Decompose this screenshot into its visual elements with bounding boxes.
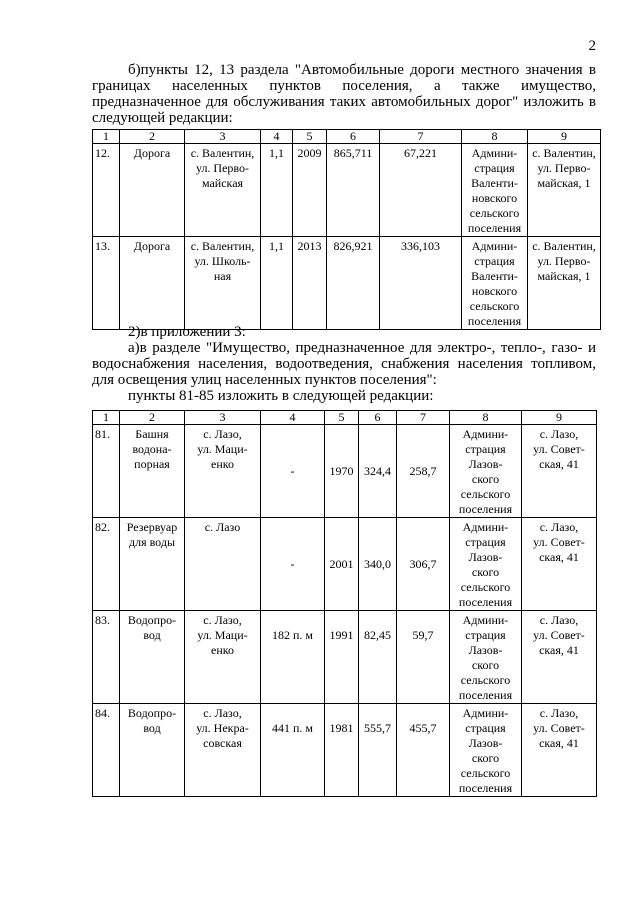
object-name: Дорога (120, 144, 185, 237)
roads-table (92, 129, 601, 330)
object-name: Водопро- вод (120, 704, 185, 797)
value: 306,7 (397, 518, 450, 611)
header-cell: 7 (397, 411, 450, 425)
owner-address: с. Лазо, ул. Совет- ская, 41 (522, 425, 597, 518)
value: 67,221 (380, 144, 462, 237)
value: 59,7 (397, 611, 450, 704)
value: 258,7 (397, 425, 450, 518)
header-cell: 5 (325, 411, 359, 425)
year: 1981 (325, 704, 359, 797)
section-b-line-3: предназначенное для обслуживания таких автомобильных дорог" изложить в (92, 94, 596, 110)
header-cell: 1 (93, 411, 120, 425)
year: 1991 (325, 611, 359, 704)
address: с. Валентин, ул. Школь- ная (185, 237, 261, 330)
header-cell: 3 (185, 130, 261, 144)
owner-address: с. Валентин, ул. Перво- майская, 1 (528, 144, 601, 237)
table-row (93, 518, 597, 611)
header-cell: 9 (528, 130, 601, 144)
header-cell: 2 (120, 411, 185, 425)
object-name: Резервуар для воды (120, 518, 185, 611)
section-b-paragraph (92, 62, 596, 126)
year: 1970 (325, 425, 359, 518)
owner-address: с. Лазо, ул. Совет- ская, 41 (522, 704, 597, 797)
address: с. Лазо, ул. Некра- совская (185, 704, 261, 797)
row-number: 13. (93, 237, 120, 330)
header-cell: 6 (327, 130, 380, 144)
value: 324,4 (359, 425, 397, 518)
owner: Админи- страция Лазов- ского сельского поселения (450, 518, 522, 611)
section-a-line-2: водоснабжения населения, водоотведения, снабжения населения топливом, (92, 356, 596, 372)
section-a-line-3: для освещения улиц населенных пунктов поселения": (92, 372, 437, 388)
value: 82,45 (359, 611, 397, 704)
row-number: 81. (93, 425, 120, 518)
section-b-line-2: границах населенных пунктов поселения, а также имущество, (92, 78, 596, 94)
section-b-line-1: б)пункты 12, 13 раздела "Автомобильные дороги местного значения в (128, 62, 596, 78)
length: 182 п. м (261, 611, 325, 704)
header-cell: 8 (462, 130, 528, 144)
row-number: 12. (93, 144, 120, 237)
utilities-table-header (93, 411, 597, 425)
length: - (261, 518, 325, 611)
owner-address: с. Валентин, ул. Перво- майская, 1 (528, 237, 601, 330)
header-cell: 8 (450, 411, 522, 425)
row-number: 82. (93, 518, 120, 611)
owner-address: с. Лазо, ул. Совет- ская, 41 (522, 611, 597, 704)
table-row (93, 425, 597, 518)
points-line: пункты 81-85 изложить в следующей редакции: (128, 388, 434, 404)
address: с. Лазо, ул. Маци- енко (185, 611, 261, 704)
value: 826,921 (327, 237, 380, 330)
table-row (93, 237, 601, 330)
owner: Админи- страция Валенти- новского сельского поселения (462, 144, 528, 237)
value: 555,7 (359, 704, 397, 797)
header-cell: 4 (261, 130, 293, 144)
row-number: 84. (93, 704, 120, 797)
owner: Админи- страция Лазов- ского сельского поселения (450, 704, 522, 797)
year: 2009 (293, 144, 327, 237)
object-name: Водопро- вод (120, 611, 185, 704)
owner: Админи- страция Валенти- новского сельского поселения (462, 237, 528, 330)
address: с. Лазо, ул. Маци- енко (185, 425, 261, 518)
owner: Админи- страция Лазов- ского сельского поселения (450, 611, 522, 704)
year: 2013 (293, 237, 327, 330)
header-cell: 7 (380, 130, 462, 144)
page-number: 2 (588, 38, 596, 54)
length: - (261, 425, 325, 518)
owner-address: с. Лазо, ул. Совет- ская, 41 (522, 518, 597, 611)
header-cell: 4 (261, 411, 325, 425)
object-name: Дорога (120, 237, 185, 330)
section-2-paragraph (92, 324, 596, 404)
section-a-line-1: а)в разделе "Имущество, предназначенное для электро-, тепло-, газо- и (128, 340, 596, 356)
section-b-line-4: следующей редакции: (92, 110, 233, 126)
header-cell: 9 (522, 411, 597, 425)
value: 336,103 (380, 237, 462, 330)
length: 1,1 (261, 237, 293, 330)
utilities-table (92, 410, 597, 797)
length: 1,1 (261, 144, 293, 237)
table-row (93, 704, 597, 797)
value: 340,0 (359, 518, 397, 611)
section-2-heading: 2)в приложении 3: (128, 324, 246, 340)
header-cell: 2 (120, 130, 185, 144)
header-cell: 5 (293, 130, 327, 144)
header-cell: 1 (93, 130, 120, 144)
table-row (93, 611, 597, 704)
length: 441 п. м (261, 704, 325, 797)
year: 2001 (325, 518, 359, 611)
address: с. Лазо (185, 518, 261, 611)
owner: Админи- страция Лазов- ского сельского поселения (450, 425, 522, 518)
roads-table-header (93, 130, 601, 144)
object-name: Башня водона- порная (120, 425, 185, 518)
header-cell: 6 (359, 411, 397, 425)
table-row (93, 144, 601, 237)
row-number: 83. (93, 611, 120, 704)
value: 865,711 (327, 144, 380, 237)
address: с. Валентин, ул. Перво- майская (185, 144, 261, 237)
value: 455,7 (397, 704, 450, 797)
header-cell: 3 (185, 411, 261, 425)
